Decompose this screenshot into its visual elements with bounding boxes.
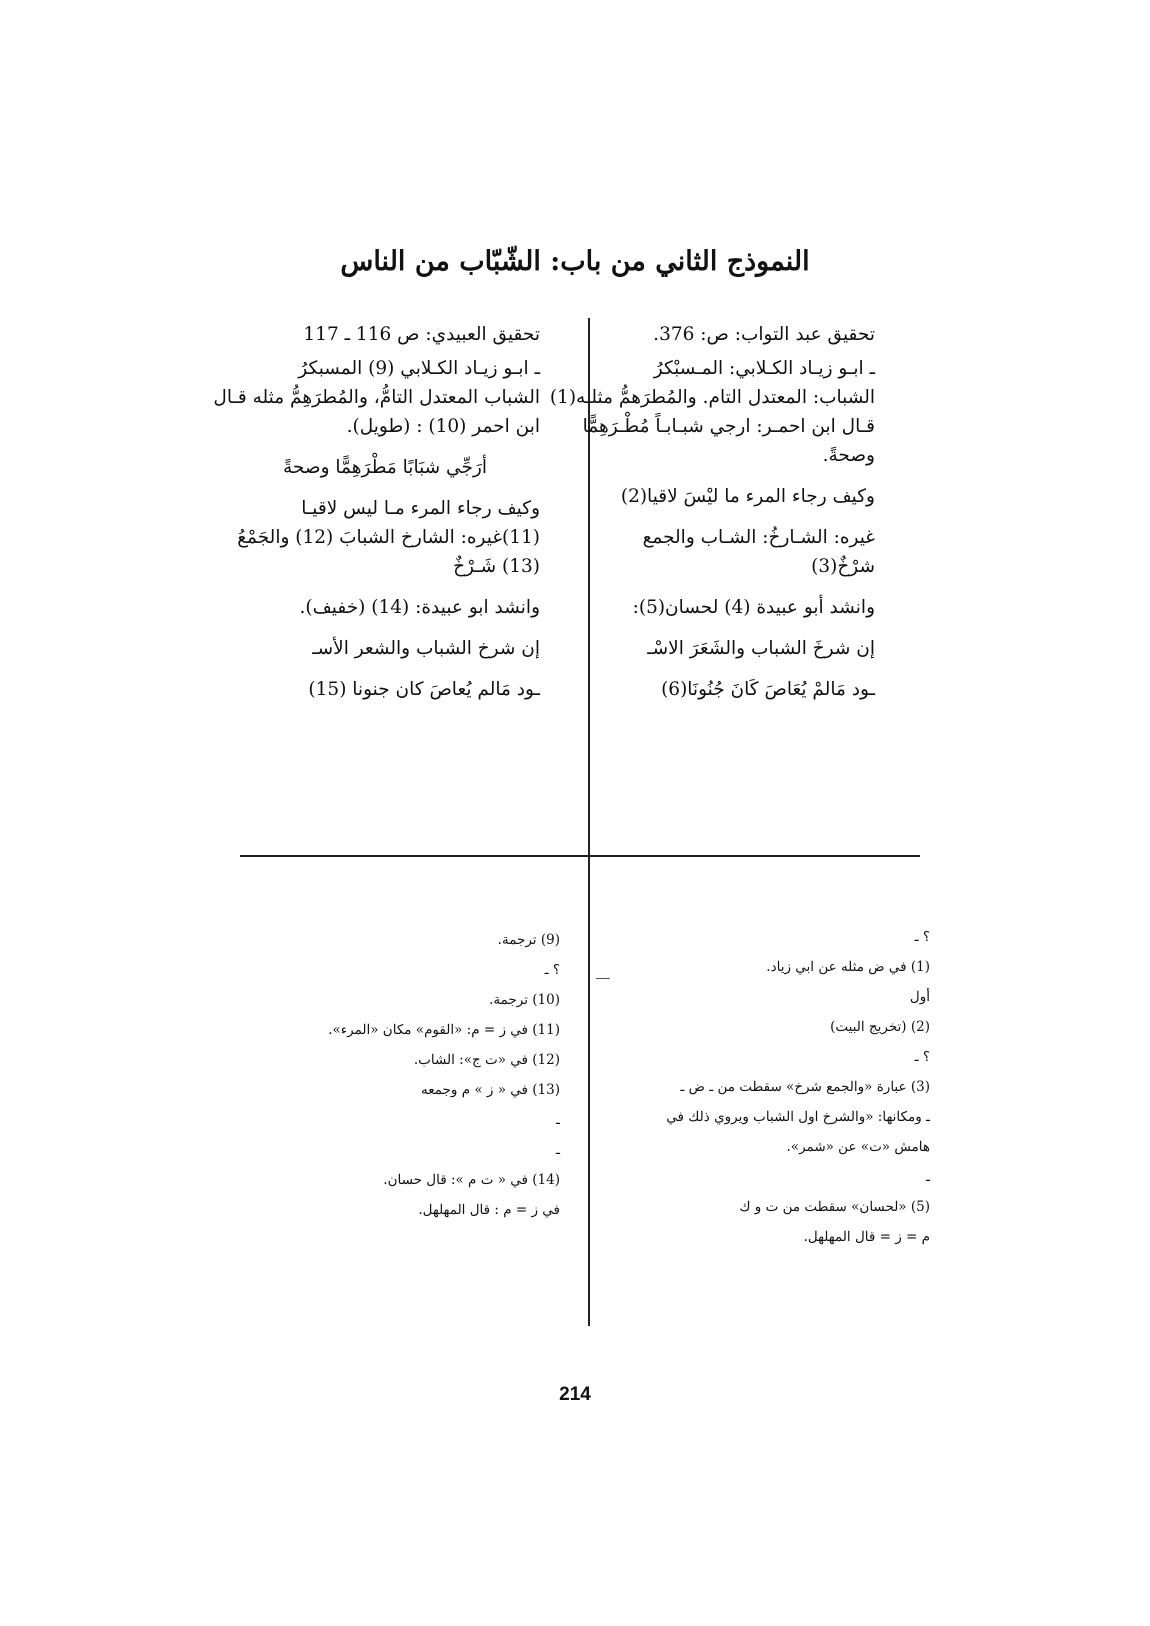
footnote: أول <box>909 989 930 1005</box>
right-line: الشباب: المعتدل التام. والمُطرَهمُّ مثلـه(1) <box>549 387 875 408</box>
footnote: (2) (تخريج البيت) <box>830 1019 930 1035</box>
left-line: وكيف رجاء المرء مـا ليس لاقيـا <box>301 498 540 519</box>
right-line: قـال ابن احمـر: ارجي شبـابـاً مُطْـرَهِمًّا <box>582 416 875 437</box>
left-line: ابن احمر (10) : (طويل). <box>346 416 540 437</box>
left-line: ـود مَالم يُعاصَ كان جنونا (15) <box>308 679 540 700</box>
left-footnotes <box>260 925 560 1225</box>
left-line: إن شرخ الشباب والشعر الأسـ <box>312 638 540 659</box>
right-line: وانشد أبو عبيدة (4) لحسان(5): <box>632 597 875 618</box>
left-line: وانشد ابو عبيدة: (14) (خفيف). <box>299 597 540 618</box>
right-line: ـود مَالمْ يُعَاصَ كَانَ جُنُونَا(6) <box>661 679 875 700</box>
left-line: أرَجِّي شبَابًا مَطْرَهِمًّا وصحةً <box>283 457 487 478</box>
footnote: في ز = م : قال المهلهل. <box>418 1202 560 1218</box>
footnote: ؟ ـ <box>914 929 930 945</box>
footnote: ـ <box>556 1112 560 1128</box>
footnote: ـ <box>926 1169 930 1185</box>
right-column-heading: تحقيق عبد التواب: ص: 376. <box>653 324 875 345</box>
footnote: (5) «لحسان» سقطت من ت و ك <box>739 1199 930 1215</box>
footnote: (13) في « ز » م وجمعه <box>420 1082 560 1098</box>
footnote: ـ ومكانها: «والشرخ اول الشباب ويروي ذلك في <box>666 1109 930 1125</box>
footnote: هامش «ت» عن «شمر». <box>786 1139 930 1155</box>
right-line: وصحةً. <box>822 445 875 466</box>
right-line: شرْخٌ(3) <box>811 556 875 577</box>
footnote: (14) في « ت م »: قال حسان. <box>383 1172 560 1188</box>
left-line: (11)غيره: الشارخ الشبابَ (12) والجَمْعُ <box>237 527 540 548</box>
left-line: ـ ابـو زيـاد الكـلابي (9) المسبكرُ <box>298 358 540 379</box>
footnote: (9) ترجمة. <box>497 932 560 948</box>
right-footnotes <box>630 922 930 1252</box>
footnote: (1) في ض مثله عن ابي زياد. <box>766 959 930 975</box>
footnote: ؟ ـ <box>544 962 560 978</box>
page-title: النموذج الثاني من باب: الشّبّاب من الناس <box>340 246 810 277</box>
footnote: (12) في «ت ج»: الشاب. <box>413 1052 560 1068</box>
margin-mark <box>596 978 610 979</box>
right-line: غيره: الشـارخُ: الشـاب والجمع <box>642 527 875 548</box>
footnote: ـ <box>556 1142 560 1158</box>
footnote: (11) في ز = م: «القوم» مكان «المرء». <box>328 1022 560 1038</box>
left-column <box>213 320 540 704</box>
left-column-heading: تحقيق العبيدي: ص 116 ـ 117 <box>303 324 540 345</box>
left-line: الشباب المعتدل التامُّ، والمُطرَهِمُّ مثله قـال <box>213 387 540 408</box>
footnote: (3) عبارة «والجمع شرخ» سقطت من ـ ض ـ <box>680 1079 930 1095</box>
footnote: م = ز = قال المهلهل. <box>803 1229 930 1245</box>
right-line: ـ ابـو زيـاد الكـلابي: المـسبْكرُ <box>653 358 875 379</box>
left-line: (13) شَـرْخٌ <box>453 556 540 577</box>
footnote: (10) ترجمة. <box>489 992 560 1008</box>
footnote-divider <box>240 855 920 857</box>
right-line: إن شرخَ الشباب والشَعَرَ الاسْـ <box>647 638 875 659</box>
page-number: 214 <box>559 1384 591 1405</box>
right-line: وكيف رجاء المرء ما ليْسَ لاقيا(2) <box>620 486 875 507</box>
footnote: ؟ ـ <box>914 1049 930 1065</box>
right-column <box>549 320 875 704</box>
